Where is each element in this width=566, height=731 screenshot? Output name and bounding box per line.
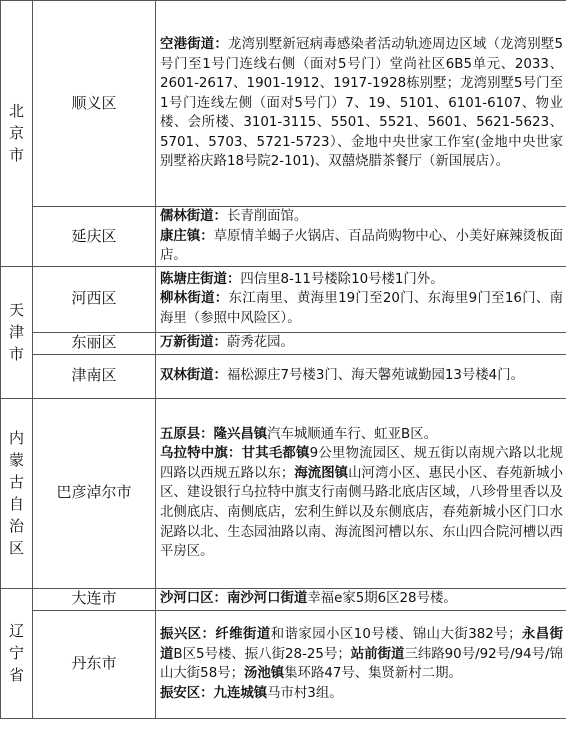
table-row: [1, 354, 566, 398]
province-char: 内: [8, 429, 24, 448]
area-text: 东江南里、黄海里19门至20门、东海里9门至16门、南海里（参照中风险区）。: [160, 291, 564, 327]
province-char: 市: [8, 345, 24, 364]
area-heading: 汤池镇: [244, 666, 285, 682]
district-cell: 丹东市: [33, 610, 156, 718]
province-char: 北: [8, 102, 24, 121]
province-char: 天: [8, 301, 24, 320]
area-paragraph: [160, 444, 563, 562]
area-text: 幸福e家5期6区28号楼。: [307, 591, 457, 607]
area-description-cell: [156, 266, 566, 332]
area-heading: 振安区：九连城镇: [160, 685, 268, 701]
area-paragraph: [160, 366, 563, 386]
district-cell: 顺义区: [33, 1, 156, 207]
area-heading: 隆兴昌镇: [213, 426, 268, 442]
area-text: 草原情羊蝎子火锅店、百品尚购物中心、小美好麻辣烫板面店。: [160, 228, 564, 264]
province-char: 自: [8, 495, 24, 514]
district-cell: 巴彦淖尔市: [33, 398, 156, 588]
area-description-cell: [156, 610, 566, 718]
area-paragraph: [160, 425, 563, 445]
area-heading: 双林街道：: [160, 368, 227, 384]
area-description-cell: [156, 332, 566, 354]
district-cell: 津南区: [33, 354, 156, 398]
province-char: 京: [8, 124, 24, 143]
area-description-cell: [156, 398, 566, 588]
table-row: [1, 398, 566, 588]
area-heading: 康庄镇：: [160, 228, 214, 244]
area-heading: 甘其毛都镇: [241, 446, 310, 462]
area-text: 四信里8-11号楼除10号楼1门外。: [240, 271, 444, 287]
area-description-cell: [156, 1, 566, 207]
area-text: 山河湾小区、惠民小区、春苑新城小区、建设银行乌拉特中旗支行南侧马路北底店区域，八珍骨里香以及北侧底店、南侧底店，宏利生鲜以及东侧底店，春苑新城小区门口水泥路以北、生态园油路以南、海流图河槽以东、东山四合院河槽以西平房区。: [160, 465, 564, 560]
province-char: 辽: [8, 622, 24, 641]
area-text: 蔚秀花园。: [226, 335, 294, 351]
table-row: [1, 1, 566, 207]
province-cell: [1, 1, 33, 267]
area-heading: 柳林街道：: [160, 291, 229, 307]
area-heading: 空港街道：: [160, 36, 229, 52]
area-text: B区5号楼、振八街28-25号；: [173, 646, 351, 662]
province-char: 区: [8, 539, 24, 558]
province-char: 省: [8, 666, 24, 685]
province-char: 蒙: [8, 451, 24, 470]
area-heading: 永昌街道: [160, 627, 563, 662]
province-cell: [1, 588, 33, 718]
district-cell: 东丽区: [33, 332, 156, 354]
area-text: 集环路47号、集贤新村二期。: [284, 666, 462, 682]
area-description-cell: [156, 588, 566, 610]
area-paragraph: [160, 684, 563, 704]
area-paragraph: [160, 589, 563, 609]
area-heading: 纤维街道: [215, 627, 271, 643]
area-paragraph: [160, 289, 563, 328]
risk-area-table-body: [1, 1, 566, 719]
area-text: 马市村3组。: [267, 685, 343, 701]
province-cell: [1, 398, 33, 588]
district-cell: 河西区: [33, 266, 156, 332]
area-text: 汽车城顺通车行、虹亚B区。: [267, 426, 437, 442]
province-char: 津: [8, 323, 24, 342]
area-description-cell: [156, 354, 566, 398]
area-paragraph: [160, 270, 563, 290]
area-text: 长青削面馆。: [226, 209, 308, 224]
area-paragraph: [160, 333, 563, 353]
province-char: 治: [8, 517, 24, 536]
district-cell: 大连市: [33, 588, 156, 610]
table-row: [1, 610, 566, 718]
area-text: 和谐家园小区10号楼、锦山大街382号；: [270, 627, 522, 643]
table-row: [1, 588, 566, 610]
area-heading: 振兴区：: [160, 627, 216, 643]
area-paragraph: [160, 207, 563, 227]
province-cell: [1, 266, 33, 398]
area-heading: 站前街道: [350, 646, 405, 662]
area-paragraph: [160, 625, 563, 684]
area-text: 9公里物流园区、规五街以南规六路以北规四路以西规五路以东；: [160, 446, 564, 481]
table-row: [1, 266, 566, 332]
district-cell: 延庆区: [33, 207, 156, 267]
province-char: 宁: [8, 644, 24, 663]
area-heading: 海流图镇: [294, 465, 349, 481]
area-text: 福松源庄7号楼3门、海天馨苑诚勤园13号楼4门。: [226, 368, 524, 384]
area-heading: 沙河口区：南沙河口街道: [160, 591, 308, 607]
area-paragraph: [160, 227, 563, 266]
table-row: [1, 207, 566, 267]
province-char: 市: [8, 146, 24, 165]
area-heading: 儒林街道：: [160, 209, 227, 224]
area-heading: 五原县：: [160, 426, 214, 442]
table-row: [1, 332, 566, 354]
area-text: 三纬路90号/92号/94号/锦山大街58号；: [160, 646, 564, 682]
area-heading: 陈塘庄街道：: [160, 271, 241, 287]
area-text: 龙湾别墅新冠病毒感染者活动轨迹周边区域（龙湾别墅5号门至1号门连线右侧（面对5号门）堂尚社区6B5单元、2033、2601-2617、1901-1912、1917-1928栋别墅；龙湾别墅5号门至1号门连线左侧（面对5号门）7、19、5101、6101-6107、物业楼、会所楼、3101-3115、5501、5521、5601、5621-5623、5701、5703、5721-5723）、金地中央世家工作室(金地中央世家别墅裕庆路18号院2-101)、双囍烧腊茶餐厅（新国展店）。: [160, 36, 563, 170]
province-char: 古: [8, 473, 24, 492]
area-description-cell: [156, 207, 566, 267]
area-paragraph: [160, 35, 563, 172]
area-heading: 乌拉特中旗：: [160, 446, 242, 462]
area-heading: 万新街道：: [160, 335, 227, 351]
